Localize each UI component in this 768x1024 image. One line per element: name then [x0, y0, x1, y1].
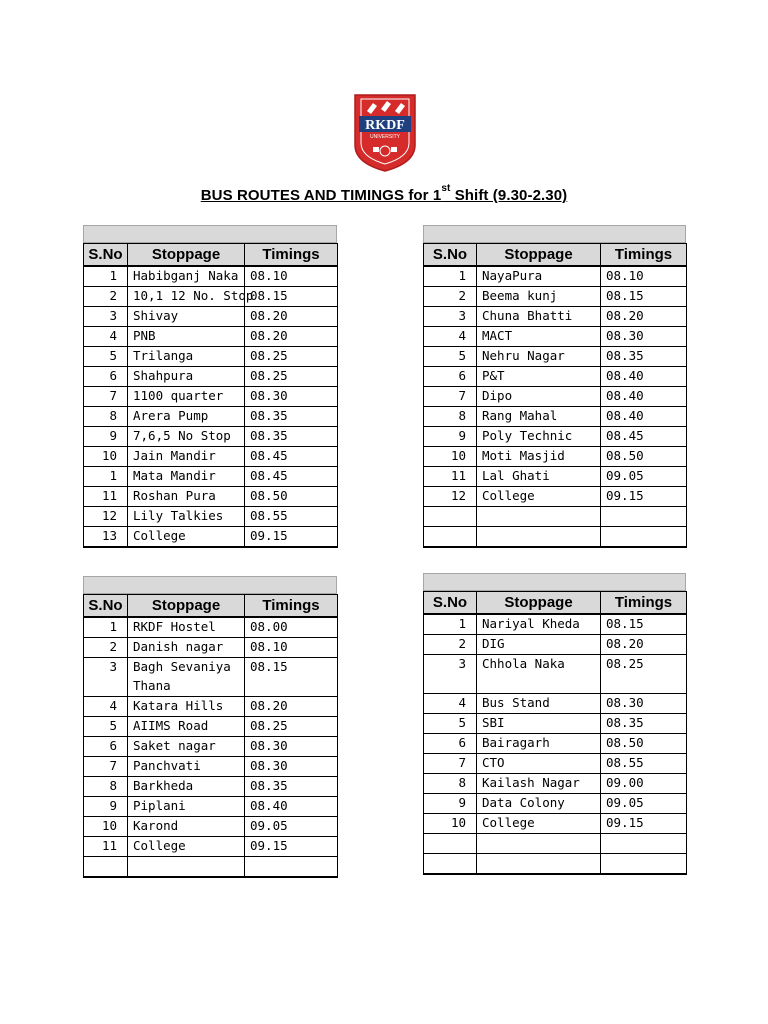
column-header-sno: S.No [84, 595, 128, 618]
row-sno: 9 [84, 427, 128, 447]
row-timing: 08.30 [245, 757, 338, 777]
table-row [424, 734, 687, 754]
column-header-stoppage: Stoppage [477, 244, 601, 267]
row-sno [424, 834, 477, 854]
row-stoppage: Kailash Nagar [477, 774, 601, 794]
row-stoppage: Jain Mandir [128, 447, 245, 467]
row-timing: 08.15 [601, 614, 687, 635]
table-row [84, 757, 338, 777]
table-row [84, 737, 338, 757]
row-stoppage: NayaPura [477, 266, 601, 287]
table-row [424, 266, 687, 287]
row-sno: 4 [84, 697, 128, 717]
row-stoppage: Shivay [128, 307, 245, 327]
column-header-timings: Timings [245, 244, 338, 267]
row-stoppage: RKDF Hostel [128, 617, 245, 638]
row-timing: 08.35 [245, 407, 338, 427]
column-header-timings: Timings [601, 592, 687, 615]
row-sno: 3 [84, 307, 128, 327]
row-sno [424, 527, 477, 548]
row-sno: 7 [424, 387, 477, 407]
table-row [84, 407, 338, 427]
table-row [84, 837, 338, 857]
row-sno: 9 [84, 797, 128, 817]
row-sno [424, 854, 477, 875]
table-row [424, 774, 687, 794]
row-sno: 6 [424, 734, 477, 754]
row-stoppage: Nariyal Kheda [477, 614, 601, 635]
row-stoppage: College [128, 527, 245, 548]
row-timing: 08.15 [601, 287, 687, 307]
row-timing: 08.40 [601, 407, 687, 427]
row-stoppage: CTO [477, 754, 601, 774]
row-stoppage: 1100 quarter [128, 387, 245, 407]
row-timing: 08.50 [601, 734, 687, 754]
row-timing: 08.15 [245, 287, 338, 307]
row-sno [424, 507, 477, 527]
row-stoppage: Karond [128, 817, 245, 837]
row-timing: 08.25 [245, 347, 338, 367]
table-row [84, 697, 338, 717]
row-timing: 08.50 [245, 487, 338, 507]
row-sno: 2 [424, 287, 477, 307]
row-sno: 4 [84, 327, 128, 347]
row-timing: 08.10 [601, 266, 687, 287]
row-timing: 08.55 [601, 754, 687, 774]
row-stoppage: P&T [477, 367, 601, 387]
row-stoppage: MACT [477, 327, 601, 347]
row-stoppage: Katara Hills [128, 697, 245, 717]
row-timing: 08.45 [601, 427, 687, 447]
row-sno: 3 [424, 655, 477, 694]
row-timing: 08.30 [245, 737, 338, 757]
table-row [424, 714, 687, 734]
row-timing: 08.30 [245, 387, 338, 407]
table-row [84, 857, 338, 878]
row-sno: 1 [84, 467, 128, 487]
row-stoppage: Chhola Naka [477, 655, 601, 694]
row-timing: 08.20 [245, 697, 338, 717]
row-sno: 2 [84, 287, 128, 307]
table-row [424, 367, 687, 387]
row-timing: 09.15 [245, 837, 338, 857]
row-sno: 8 [424, 774, 477, 794]
table-row [84, 447, 338, 467]
table-row [424, 407, 687, 427]
row-timing: 09.15 [245, 527, 338, 548]
row-timing: 08.45 [245, 447, 338, 467]
route-header-bar [423, 225, 686, 243]
row-stoppage: Shahpura [128, 367, 245, 387]
table-row [424, 635, 687, 655]
route-table-3 [83, 576, 337, 878]
row-stoppage: 7,6,5 No Stop [128, 427, 245, 447]
row-timing: 08.40 [245, 797, 338, 817]
row-timing: 08.35 [245, 427, 338, 447]
row-timing: 09.15 [601, 487, 687, 507]
row-sno: 10 [84, 817, 128, 837]
row-sno: 6 [84, 367, 128, 387]
row-sno: 7 [424, 754, 477, 774]
row-sno: 3 [424, 307, 477, 327]
route-table [423, 591, 687, 875]
table-row [84, 777, 338, 797]
table-row [84, 327, 338, 347]
row-stoppage: Beema kunj [477, 287, 601, 307]
row-sno: 5 [84, 717, 128, 737]
row-sno: 12 [424, 487, 477, 507]
row-stoppage: Lal Ghati [477, 467, 601, 487]
column-header-sno: S.No [424, 592, 477, 615]
row-stoppage: Dipo [477, 387, 601, 407]
row-sno: 11 [84, 837, 128, 857]
row-stoppage: Mata Mandir [128, 467, 245, 487]
row-timing: 09.15 [601, 814, 687, 834]
table-row [84, 487, 338, 507]
row-timing: 09.05 [601, 467, 687, 487]
table-row [84, 797, 338, 817]
row-sno: 5 [424, 347, 477, 367]
row-sno: 13 [84, 527, 128, 548]
row-sno: 10 [84, 447, 128, 467]
row-timing: 08.45 [245, 467, 338, 487]
table-row [424, 467, 687, 487]
row-stoppage [477, 527, 601, 548]
route-table [423, 243, 687, 548]
row-sno: 5 [424, 714, 477, 734]
row-stoppage: Bus Stand [477, 694, 601, 714]
table-row [84, 387, 338, 407]
row-sno: 3 [84, 658, 128, 697]
table-row [424, 834, 687, 854]
row-timing: 08.20 [601, 307, 687, 327]
row-stoppage: Habibganj Naka [128, 266, 245, 287]
route-header-bar [83, 576, 337, 594]
row-stoppage: Trilanga [128, 347, 245, 367]
row-stoppage: Nehru Nagar [477, 347, 601, 367]
row-stoppage: Roshan Pura [128, 487, 245, 507]
row-timing: 08.10 [245, 266, 338, 287]
table-row [84, 347, 338, 367]
table-row [424, 794, 687, 814]
table-row [424, 814, 687, 834]
row-timing: 08.30 [601, 327, 687, 347]
column-header-sno: S.No [84, 244, 128, 267]
row-sno: 4 [424, 327, 477, 347]
row-timing: 08.35 [601, 714, 687, 734]
row-timing [601, 854, 687, 875]
row-timing: 08.40 [601, 367, 687, 387]
logo-text: RKDF [365, 118, 405, 133]
table-row [84, 817, 338, 837]
row-sno: 1 [424, 614, 477, 635]
table-row [84, 367, 338, 387]
route-table-4 [423, 573, 686, 875]
row-sno: 10 [424, 814, 477, 834]
table-row [424, 427, 687, 447]
row-stoppage: Chuna Bhatti [477, 307, 601, 327]
row-timing [601, 834, 687, 854]
table-row [424, 487, 687, 507]
table-row [84, 658, 338, 697]
row-timing: 09.05 [601, 794, 687, 814]
row-sno: 4 [424, 694, 477, 714]
row-stoppage [128, 857, 245, 878]
route-header-bar [83, 225, 337, 243]
row-sno: 1 [424, 266, 477, 287]
table-row [424, 694, 687, 714]
row-sno: 9 [424, 794, 477, 814]
route-table [83, 594, 338, 878]
row-sno: 6 [424, 367, 477, 387]
row-sno: 11 [424, 467, 477, 487]
table-row [424, 854, 687, 875]
row-sno: 6 [84, 737, 128, 757]
table-row [84, 717, 338, 737]
university-logo [353, 93, 417, 173]
table-row [424, 527, 687, 548]
table-row [84, 617, 338, 638]
row-stoppage: PNB [128, 327, 245, 347]
row-stoppage: Bairagarh [477, 734, 601, 754]
row-sno: 1 [84, 266, 128, 287]
column-header-stoppage: Stoppage [128, 244, 245, 267]
table-row [424, 447, 687, 467]
row-stoppage: Poly Technic [477, 427, 601, 447]
row-timing: 08.35 [601, 347, 687, 367]
page-title [0, 183, 768, 204]
row-stoppage: SBI [477, 714, 601, 734]
row-sno: 12 [84, 507, 128, 527]
column-header-stoppage: Stoppage [128, 595, 245, 618]
row-stoppage: Lily Talkies [128, 507, 245, 527]
row-sno: 8 [424, 407, 477, 427]
row-stoppage: Barkheda [128, 777, 245, 797]
row-stoppage: Bagh Sevaniya Thana [128, 658, 245, 697]
table-row [84, 467, 338, 487]
column-header-timings: Timings [601, 244, 687, 267]
table-row [424, 614, 687, 635]
row-stoppage: Saket nagar [128, 737, 245, 757]
row-timing: 08.40 [601, 387, 687, 407]
column-header-sno: S.No [424, 244, 477, 267]
table-row [424, 507, 687, 527]
row-timing: 08.25 [245, 717, 338, 737]
row-sno: 1 [84, 617, 128, 638]
route-table [83, 243, 338, 548]
row-timing: 08.50 [601, 447, 687, 467]
row-timing: 08.35 [245, 777, 338, 797]
row-timing [245, 857, 338, 878]
table-row [84, 507, 338, 527]
row-stoppage: College [477, 487, 601, 507]
row-sno: 7 [84, 387, 128, 407]
title-suffix: Shift (9.30-2.30) [450, 187, 568, 204]
table-row [84, 307, 338, 327]
logo-subtext: UNIVERSITY [369, 134, 401, 140]
table-row [84, 427, 338, 447]
row-timing: 08.25 [601, 655, 687, 694]
row-timing: 08.55 [245, 507, 338, 527]
column-header-stoppage: Stoppage [477, 592, 601, 615]
row-stoppage [477, 507, 601, 527]
route-header-bar [423, 573, 686, 591]
row-stoppage: Panchvati [128, 757, 245, 777]
table-row [424, 347, 687, 367]
table-row [424, 387, 687, 407]
row-timing: 09.00 [601, 774, 687, 794]
table-row [84, 287, 338, 307]
row-timing [601, 507, 687, 527]
row-sno [84, 857, 128, 878]
row-stoppage: Danish nagar [128, 638, 245, 658]
table-row [424, 655, 687, 694]
row-stoppage: College [477, 814, 601, 834]
table-row [84, 266, 338, 287]
row-timing: 09.05 [245, 817, 338, 837]
route-table-1 [83, 225, 337, 548]
row-sno: 8 [84, 407, 128, 427]
table-row [424, 754, 687, 774]
row-stoppage [477, 854, 601, 875]
table-row [424, 327, 687, 347]
table-row [424, 307, 687, 327]
row-stoppage: Moti Masjid [477, 447, 601, 467]
table-row [84, 527, 338, 548]
row-timing: 08.20 [245, 307, 338, 327]
row-stoppage: DIG [477, 635, 601, 655]
row-timing: 08.25 [245, 367, 338, 387]
row-stoppage: Data Colony [477, 794, 601, 814]
row-stoppage: College [128, 837, 245, 857]
column-header-timings: Timings [245, 595, 338, 618]
table-row [424, 287, 687, 307]
row-sno: 9 [424, 427, 477, 447]
row-stoppage [477, 834, 601, 854]
row-stoppage: AIIMS Road [128, 717, 245, 737]
route-table-2 [423, 225, 686, 548]
row-sno: 11 [84, 487, 128, 507]
row-stoppage: 10,1 12 No. Stop [128, 287, 245, 307]
row-stoppage: Piplani [128, 797, 245, 817]
row-timing: 08.20 [245, 327, 338, 347]
title-superscript: st [441, 183, 451, 194]
row-stoppage: Arera Pump [128, 407, 245, 427]
row-timing [601, 527, 687, 548]
title-prefix: BUS ROUTES AND TIMINGS for 1 [200, 187, 442, 204]
row-sno: 8 [84, 777, 128, 797]
row-sno: 2 [424, 635, 477, 655]
row-timing: 08.10 [245, 638, 338, 658]
row-timing: 08.15 [245, 658, 338, 697]
row-timing: 08.30 [601, 694, 687, 714]
row-timing: 08.00 [245, 617, 338, 638]
row-sno: 7 [84, 757, 128, 777]
row-sno: 5 [84, 347, 128, 367]
table-row [84, 638, 338, 658]
row-sno: 2 [84, 638, 128, 658]
row-stoppage: Rang Mahal [477, 407, 601, 427]
row-sno: 10 [424, 447, 477, 467]
row-timing: 08.20 [601, 635, 687, 655]
